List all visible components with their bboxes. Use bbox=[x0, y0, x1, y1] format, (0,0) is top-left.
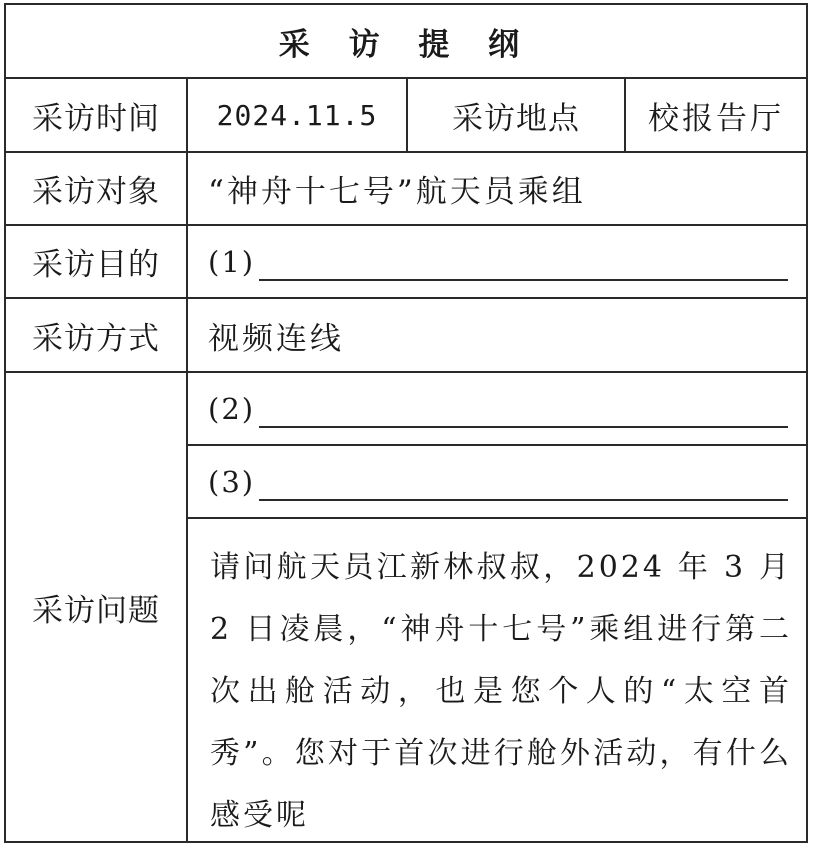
interview-outline-table bbox=[4, 3, 808, 843]
method-label: 采访方式 bbox=[32, 320, 160, 357]
questions-label: 采访问题 bbox=[32, 592, 160, 629]
time-label: 采访时间 bbox=[32, 100, 160, 137]
question-blank-2[interactable] bbox=[188, 373, 806, 444]
blank-number-3: (3) bbox=[208, 464, 256, 499]
table-title: 采 访 提 纲 bbox=[278, 26, 534, 63]
place-label: 采访地点 bbox=[452, 100, 580, 137]
target-value: “神舟十七号”航天员乘组 bbox=[208, 174, 586, 210]
purpose-label: 采访目的 bbox=[32, 247, 160, 283]
time-value: 2024.11.5 bbox=[216, 98, 378, 132]
answer-line-3 bbox=[259, 499, 788, 501]
answer-line-2 bbox=[259, 426, 788, 428]
target-label: 采访对象 bbox=[32, 174, 160, 210]
blank-number-2: (2) bbox=[208, 391, 256, 426]
method-value: 视频连线 bbox=[208, 320, 344, 357]
answer-line-1 bbox=[259, 279, 788, 281]
place-value: 校报告厅 bbox=[648, 100, 784, 137]
question-blank-3[interactable] bbox=[188, 446, 806, 517]
purpose-blank[interactable] bbox=[188, 226, 806, 297]
blank-number-1: (1) bbox=[208, 244, 256, 279]
question-text: 请问航天员江新林叔叔，2024 年 3 月 2 日凌晨，“神舟十七号”乘组进行第二次出舱活动，也是您个人的“太空首秀”。您对于首次进行舱外活动，有什么感受呢 bbox=[210, 550, 792, 833]
